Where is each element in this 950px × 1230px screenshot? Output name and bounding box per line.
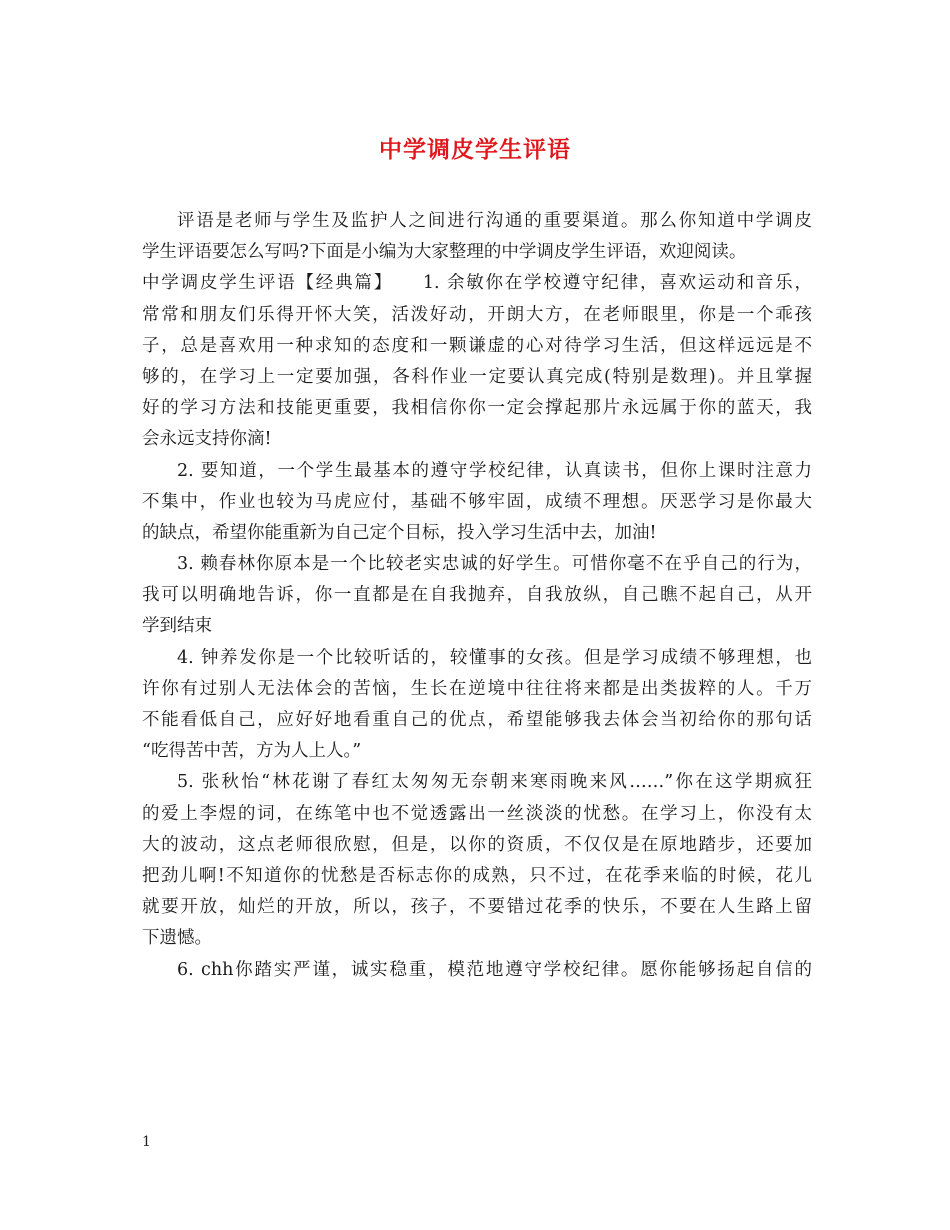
- page-number: 1: [142, 1134, 151, 1150]
- text-line: 会永远支持你滴!: [142, 429, 272, 450]
- document-body: [142, 206, 812, 986]
- text-line: 许你有过别人无法体会的苦恼，生长在逆境中往往将来都是出类拔粹的人。千万: [142, 678, 812, 699]
- text-line: 子，总是喜欢用一种求知的态度和一颗谦虚的心对待学习生活，但这样远远是不: [142, 335, 812, 356]
- text-line: 大的波动，这点老师很欣慰，但是，以你的资质，不仅仅是在原地踏步，还要加: [142, 834, 812, 855]
- text-line: 6. chh你踏实严谨，诚实稳重，模范地遵守学校纪律。愿你能够扬起自信的: [177, 959, 812, 980]
- text-line: 不能看低自己，应好好地看重自己的优点，希望能够我去体会当初给你的那句话: [142, 710, 812, 730]
- text-line: 下遗憾。: [142, 928, 212, 949]
- text-line: 我可以明确地告诉，你一直都是在自我抛弃，自我放纵，自己瞧不起自己，从开: [142, 585, 812, 606]
- text-line: 的爱上李煜的词，在练笔中也不觉透露出一丝淡淡的忧愁。在学习上，你没有太: [142, 803, 812, 824]
- text-line: 的缺点，希望你能重新为自己定个目标，投入学习生活中去，加油!: [142, 522, 657, 543]
- text-line: 把劲儿啊!不知道你的忧愁是否标志你的成熟，只不过，在花季来临的时候，花儿: [142, 865, 812, 886]
- text-line: 5. 张秋怡“林花谢了春红太匆匆无奈朝来寒雨晚来风……”你在这学期疯狂: [177, 772, 812, 793]
- text-line: 就要开放，灿烂的开放，所以，孩子，不要错过花季的快乐，不要在人生路上留: [142, 897, 812, 918]
- text-line: 中学调皮学生评语【经典篇】 1. 余敏你在学校遵守纪律，喜欢运动和音乐，: [142, 273, 812, 294]
- text-line: 学生评语要怎么写吗?下面是小编为大家整理的中学调皮学生评语，欢迎阅读。: [142, 242, 747, 263]
- text-line: 4. 钟养发你是一个比较听话的，较懂事的女孩。但是学习成绩不够理想，也: [177, 647, 812, 668]
- text-line: 2. 要知道，一个学生最基本的遵守学校纪律，认真读书，但你上课时注意力: [177, 460, 812, 481]
- text-line: 够的，在学习上一定要加强，各科作业一定要认真完成(特别是数理)。并且掌握: [142, 366, 812, 387]
- text-line: “吃得苦中苦，方为人上人。”: [142, 741, 362, 762]
- text-line: 学到结束: [142, 616, 212, 637]
- text-line: 常常和朋友们乐得开怀大笑，活泼好动，开朗大方，在老师眼里，你是一个乖孩: [142, 304, 812, 325]
- text-line: 不集中，作业也较为马虎应付，基础不够牢固，成绩不理想。厌恶学习是你最大: [142, 491, 812, 512]
- text-line: 好的学习方法和技能更重要，我相信你你一定会撑起那片永远属于你的蓝天，我: [142, 398, 812, 419]
- text-line: 3. 赖春林你原本是一个比较老实忠诚的好学生。可惜你毫不在乎自己的行为，: [177, 554, 812, 575]
- document-title: 中学调皮学生评语: [379, 136, 571, 163]
- text-line: 评语是老师与学生及监护人之间进行沟通的重要渠道。那么你知道中学调皮: [177, 211, 812, 231]
